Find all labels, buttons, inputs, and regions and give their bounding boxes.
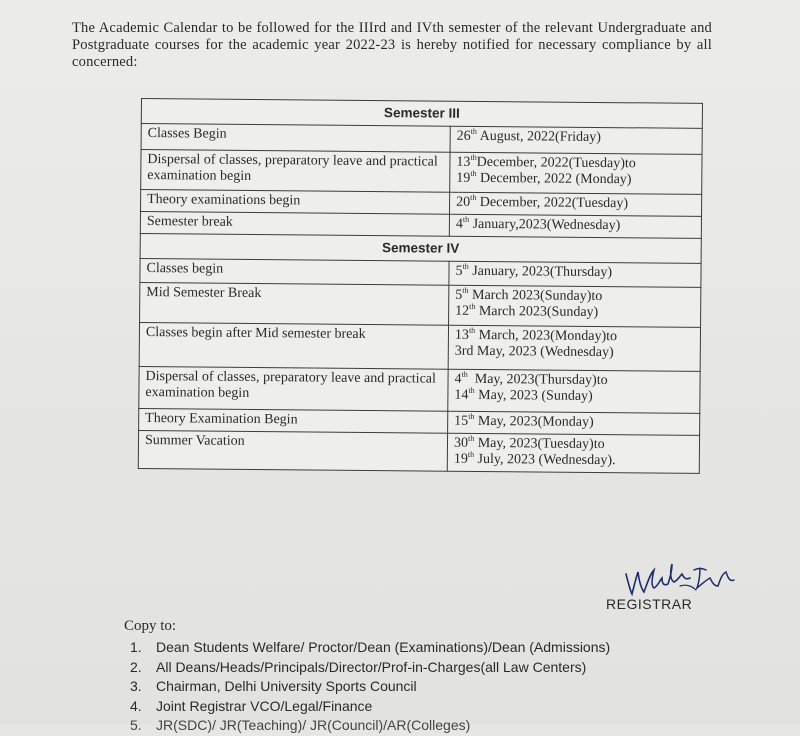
date-day: 19: [456, 170, 471, 186]
event-cell: Summer Vacation: [138, 430, 447, 471]
date-cell: [449, 285, 701, 327]
date-cell: [450, 126, 702, 154]
list-number: 1.: [130, 639, 142, 655]
date-cell: [447, 433, 699, 473]
date-rest: May, 2023(Tuesday)to: [474, 435, 605, 453]
date-line: [455, 344, 694, 362]
event-cell: Theory Examination Begin: [139, 408, 448, 433]
date-line: [453, 449, 693, 470]
date-ordinal-suffix: th: [468, 433, 475, 443]
event-cell: Classes Begin: [141, 124, 450, 153]
date-ordinal-suffix: th: [468, 325, 476, 335]
copy-list-item: [130, 677, 610, 697]
date-rest: August, 2022(Friday): [476, 128, 602, 146]
event-cell: Semester break: [140, 212, 449, 237]
list-item-text: All Deans/Heads/Principals/Director/Prof-in-Charges(all Law Centers): [156, 658, 587, 675]
date-cell: [449, 192, 701, 216]
date-day: 13: [456, 154, 471, 170]
date-ordinal-suffix: th: [467, 449, 475, 459]
list-item-text: JR(SDC)/ JR(Teaching)/ JR(Council)/AR(Colleges): [156, 717, 471, 733]
date-rest: January,2023(Wednesday): [469, 216, 621, 234]
date-rest: March, 2023(Monday)to: [475, 327, 618, 345]
date-day: 3rd May, 2023 (Wednesday): [454, 343, 614, 361]
date-cell: [448, 411, 700, 435]
date-ordinal-suffix: th: [470, 192, 477, 202]
date-line: [456, 168, 695, 189]
date-day: 4: [455, 216, 463, 232]
date-line: [455, 301, 694, 322]
semester-heading: Semester IV: [140, 233, 701, 263]
date-cell: [448, 325, 700, 371]
date-cell: [450, 152, 702, 194]
date-ordinal-suffix: th: [461, 369, 468, 379]
date-day: 13: [454, 327, 470, 343]
date-day: 5: [455, 287, 463, 303]
event-cell: Dispersal of classes, preparatory leave and practical examination begin: [139, 366, 448, 411]
date-line: [455, 214, 695, 235]
date-day: 12: [455, 303, 470, 319]
date-rest: December, 2022 (Monday): [476, 170, 632, 188]
date-cell: [448, 369, 700, 413]
table-row: [139, 322, 700, 371]
list-number: 3.: [130, 678, 142, 694]
copy-list-item: [130, 658, 610, 678]
date-day: 30: [453, 435, 469, 451]
academic-calendar-table: [138, 98, 703, 474]
copy-to-label: Copy to:: [124, 618, 177, 634]
date-ordinal-suffix: th: [470, 168, 477, 178]
intro-paragraph: The Academic Calendar to be followed for the IIIrd and IVth semester of the relevant Undergraduate and Postgraduate courses for the academic year 2022-23 is hereby notified for necessary compliance by all concerned:: [72, 20, 712, 70]
date-rest: December, 2022(Tuesday)to: [476, 154, 636, 172]
date-day: 5: [455, 263, 463, 279]
date-line: [456, 192, 695, 213]
copy-list-item: [130, 638, 610, 658]
copy-list-item: [130, 697, 610, 717]
event-cell: Theory examinations begin: [141, 190, 450, 215]
date-ordinal-suffix: th: [462, 285, 469, 295]
date-day: 26: [456, 128, 471, 144]
table-row: [141, 150, 702, 195]
date-day: 14: [454, 387, 469, 403]
date-rest: December, 2022(Tuesday): [476, 194, 629, 212]
date-cell: [449, 214, 701, 238]
date-day: 4: [454, 371, 462, 387]
list-number: 5.: [130, 717, 142, 733]
date-day: 15: [454, 413, 469, 429]
date-line: [454, 411, 693, 432]
event-cell: Classes begin after Mid semester break: [139, 322, 448, 369]
date-ordinal-suffix: th: [462, 214, 470, 224]
copy-to-list: [130, 638, 610, 736]
date-rest: May, 2023 (Sunday): [474, 387, 593, 404]
date-rest: May, 2023(Thursday)to: [467, 371, 608, 389]
date-ordinal-suffix: th: [468, 411, 475, 421]
list-item-text: Dean Students Welfare/ Proctor/Dean (Examinations)/Dean (Admissions): [156, 639, 611, 655]
list-number: 4.: [130, 697, 142, 714]
date-ordinal-suffix: th: [469, 301, 476, 311]
date-day: 19: [453, 451, 468, 467]
list-number: 2.: [130, 658, 142, 675]
event-cell: Classes begin: [140, 258, 449, 285]
semester-heading: Semester III: [141, 99, 702, 129]
date-line: [454, 385, 693, 406]
date-day: 20: [456, 194, 471, 210]
date-rest: January, 2023(Thursday): [468, 263, 613, 281]
table-row: [140, 282, 701, 327]
date-cell: [449, 261, 701, 287]
date-rest: March 2023(Sunday)to: [468, 287, 603, 305]
event-cell: Dispersal of classes, preparatory leave and practical examination begin: [141, 150, 450, 193]
date-rest: March 2023(Sunday): [475, 303, 599, 320]
date-ordinal-suffix: th: [470, 126, 477, 136]
date-rest: July, 2023 (Wednesday).: [474, 451, 616, 469]
list-item-text: Chairman, Delhi University Sports Council: [156, 678, 417, 694]
date-rest: May, 2023(Monday): [474, 413, 594, 430]
copy-list-item: [130, 716, 610, 736]
date-line: [456, 126, 696, 147]
table-row: [138, 430, 699, 473]
table-row: [139, 366, 700, 413]
registrar-label: REGISTRAR: [606, 596, 693, 612]
event-cell: Mid Semester Break: [140, 282, 449, 325]
date-ordinal-suffix: th: [462, 261, 469, 271]
date-line: [455, 261, 694, 282]
list-item-text: Joint Registrar VCO/Legal/Finance: [156, 697, 373, 714]
date-ordinal-suffix: th: [468, 385, 475, 395]
date-ordinal-suffix: th: [470, 152, 477, 162]
